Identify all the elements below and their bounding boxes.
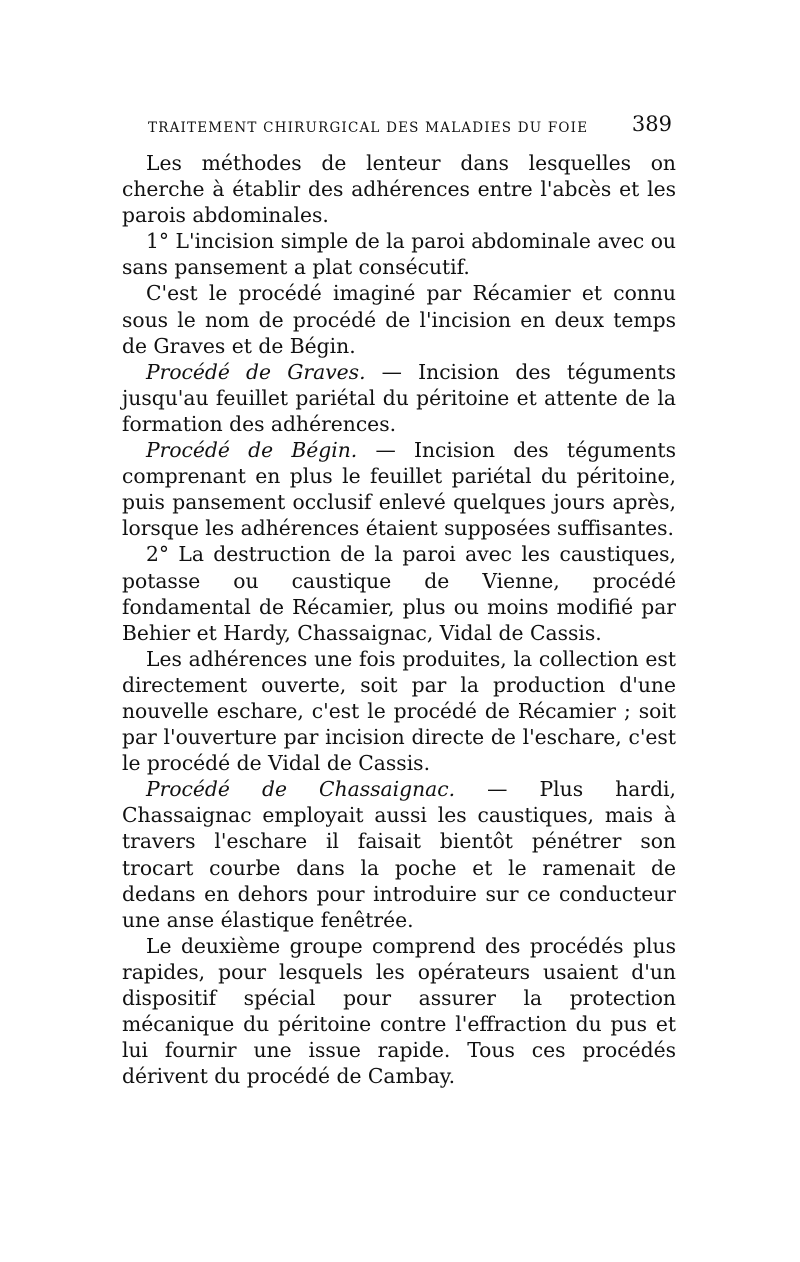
procedure-label: Procédé de Chassaignac.: [146, 777, 456, 802]
paragraph-text: — Incision des téguments comprenant en plus le feuillet pariétal du péritoine, puis pansement occlusif enlevé quelques jours après, lorsque les adhérences étaient supposées suffisantes.: [122, 438, 676, 541]
paragraph-recamier: [122, 280, 676, 358]
procedure-label: Procédé de Bégin.: [146, 438, 358, 463]
procedure-label: Procédé de Graves.: [146, 359, 366, 384]
page-header: [148, 112, 676, 144]
paragraph-text: C'est le procédé imaginé par Récamier et connu sous le nom de procédé de l'incision en deux temps de Graves et de Bégin.: [122, 281, 676, 358]
page-number: 389: [631, 112, 672, 136]
paragraph-caustics: [122, 541, 676, 645]
paragraph-begin: [122, 437, 676, 541]
running-title: TRAITEMENT CHIRURGICAL DES MALADIES DU FOIE: [148, 120, 589, 136]
paragraph-adhesions: [122, 646, 676, 776]
body-text: [122, 150, 676, 1089]
paragraph-text: Les adhérences une fois produites, la collection est directement ouverte, soit par la production d'une nouvelle eschare, c'est le procédé de Récamier ; soit par l'ouverture par incision directe de l'eschare, c'est le procédé de Vidal de Cassis.: [122, 646, 676, 776]
paragraph-text: 1° L'incision simple de la paroi abdominale avec ou sans pansement a plat consécutif.: [122, 229, 676, 280]
paragraph-text: Les méthodes de lenteur dans lesquelles on cherche à établir des adhérences entre l'abcès et les parois abdominales.: [122, 151, 676, 228]
paragraph-chassaignac: [122, 776, 676, 933]
paragraph-text: 2° La destruction de la paroi avec les caustiques, potasse ou caustique de Vienne, procédé fondamental de Récamier, plus ou moins modifié par Behier et Hardy, Chassaignac, Vidal de Cassis.: [122, 542, 676, 645]
paragraph-text: — Incision des téguments jusqu'au feuillet pariétal du péritoine et attente de la formation des adhérences.: [122, 359, 676, 436]
paragraph-text: — Plus hardi, Chassaignac employait aussi les caustiques, mais à travers l'eschare il faisait bientôt pénétrer son trocart courbe dans la poche et le ramenait de dedans en dehors pour introduire sur ce conducteur une anse élastique fenêtrée.: [122, 777, 676, 932]
paragraph-graves: [122, 359, 676, 437]
paragraph-slow-methods: [122, 150, 676, 228]
paragraph-simple-incision: [122, 228, 676, 280]
paragraph-text: Le deuxième groupe comprend des procédés plus rapides, pour lesquels les opérateurs usaient d'un dispositif spécial pour assurer la protection mécanique du péritoine contre l'effraction du pus et lui fournir une issue rapide. Tous ces procédés dérivent du procédé de Cambay.: [122, 933, 676, 1089]
paragraph-second-group: [122, 933, 676, 1090]
